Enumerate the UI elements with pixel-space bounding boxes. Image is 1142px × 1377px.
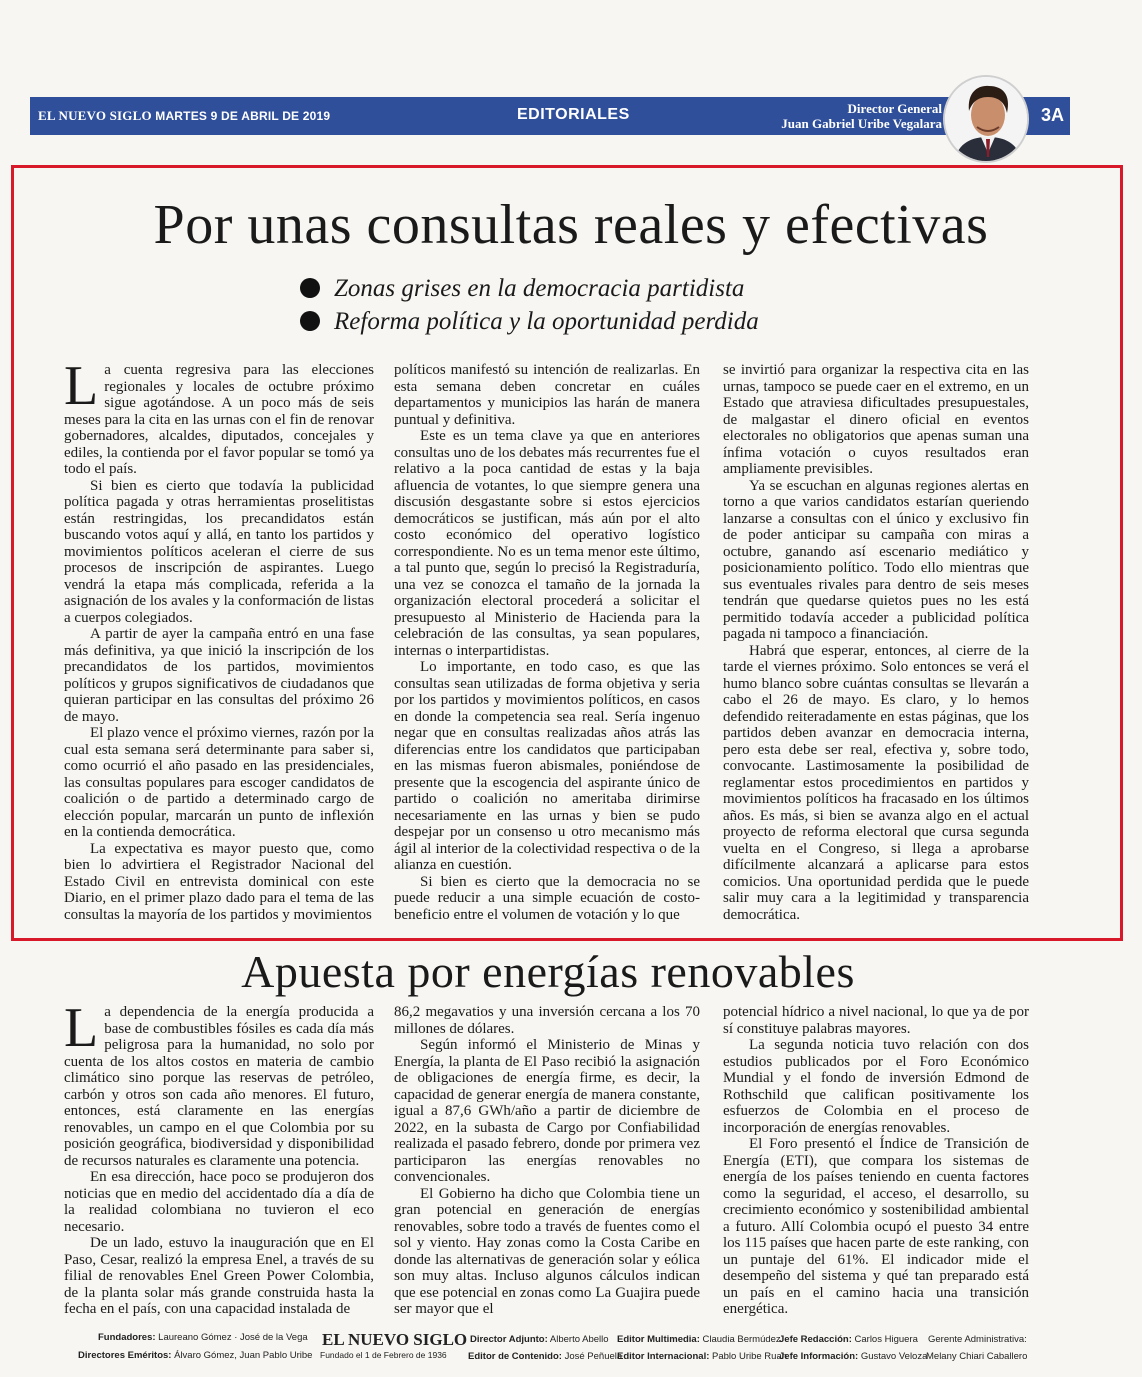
paragraph: Lo importante, en todo caso, es que las consultas sean utilizadas de forma objetiva y seria por los partidos y movimientos políticos, en casos en donde la competencia sea real. Sería ingenuo negar que en consultas realizadas años atrás las diferencias entre los candidatos que participaban en las mismas fueron abismales, poniéndose de presente que la escogencia del aspirante único de partido o coalición no ameritaba dirimirse necesariamente en las urnas y bien se pudo despejar por un consenso u otro mecanismo más ágil al interior de la colectividad respectiva o de la alianza en cuestión.	[394, 659, 700, 873]
editorial2-column-3	[723, 1004, 1029, 1318]
deputy-director-credit: Director Adjunto: Alberto Abello	[470, 1334, 609, 1345]
paragraph: El Gobierno ha dicho que Colombia tiene un gran potencial en generación de energías renovables, sobre todo a través de fuentes como el sol y viento. Hay zonas como la Costa Caribe en donde las alternativas de generación solar y eólica son muy altas. Incluso algunos cálculos indican que ese potencial en zonas como La Guajira puede ser mayor que el	[394, 1185, 700, 1317]
drop-cap: L	[64, 997, 99, 1059]
paragraph: políticos manifestó su intención de realizarlas. En esta semana deben concretar en cuáles departamentos y municipios las harán de manera puntual y definitiva.	[394, 362, 700, 428]
director-portrait	[943, 75, 1029, 163]
paragraph: La segunda noticia tuvo relación con dos estudios publicados por el Foro Económico Mundial y el fondo de inversión Edmond de Rothschild que califican positivamente los esfuerzos de Colombia en el proceso de incorporación de energías renovables.	[723, 1037, 1029, 1136]
director-credit	[781, 101, 942, 131]
paper-name: EL NUEVO SIGLO	[38, 108, 152, 123]
emeritus-credit: Directores Eméritos: Álvaro Gómez, Juan Pablo Uribe	[78, 1350, 313, 1361]
multimedia-editor-credit: Editor Multimedia: Claudia Bermúdez	[617, 1334, 781, 1345]
paragraph: Si bien es cierto que todavía la publicidad política pagada y otras herramientas proselitistas están restringidas, los precandidatos están buscando votos aquí y allá, en tanto los partidos y movimientos políticos aceleran el cierre de sus procesos de inscripción de aspirantes. Luego vendrá la etapa más complicada, referida a la asignación de los avales y la conformación de listas a cuerpos colegiados.	[64, 477, 374, 626]
paragraph: La expectativa es mayor puesto que, como bien lo advirtiera el Registrador Nacional del Estado Civil en entrevista dominical con este Diario, en el primer plazo dado para el tema de las consultas la mayoría de los partidos y movimientos	[64, 840, 374, 923]
paragraph: En esa dirección, hace poco se produjeron dos noticias que en medio del accidentado día a día de la realidad colombiana no tuvieron el eco necesario.	[64, 1169, 374, 1235]
paragraph: El plazo vence el próximo viernes, razón por la cual esta semana será determinante para saber si, como ocurrió el año pasado en las presidenciales, las consultas populares para escoger candidatos de coalición o de partido a determinado cargo de elección popular, marcarán un punto de inflexión en la contienda democrática.	[64, 725, 374, 840]
bullet-dot-icon	[300, 311, 320, 331]
director-role: Director General	[847, 101, 942, 116]
founders-credit: Fundadores: Laureano Gómez · José de la Vega	[98, 1332, 308, 1343]
paragraph: Si bien es cierto que la democracia no se puede reducir a una simple ecuación de costo-beneficio entre el volumen de votación y lo que	[394, 873, 700, 923]
paragraph: A partir de ayer la campaña entró en una fase más definitiva, ya que inició la inscripción de los precandidatos de los partidos, movimientos políticos y grupos significativos de ciudadanos que quieran participar en las consultas del próximo 26 de mayo.	[64, 626, 374, 725]
subtitle-text: Reforma política y la oportunidad perdida	[334, 308, 759, 335]
paragraph: El Foro presentó el Índice de Transición de Energía (ETI), que compara los sistemas de energía de los países teniendo en cuenta factores como la seguridad, el acceso, el desarrollo, su crecimiento económico y sostenibilidad ambiental a futuro. Allí Colombia ocupó el puesto 34 entre los 115 países que hacen parte de este ranking, con un puntaje del 61%. El indicador mide el desempeño del sistema y qué tan preparado está un país en el camino hacia una transición energética.	[723, 1136, 1029, 1317]
editorial-title: Por unas consultas reales y efectivas	[153, 194, 989, 256]
editorial-column-3	[723, 362, 1029, 923]
drop-cap: L	[64, 355, 99, 417]
subtitle-bullet	[300, 308, 759, 336]
section-title: EDITORIALES	[517, 106, 630, 123]
paragraph: Este es un tema clave ya que en anteriores consultas uno de los debates más recurrentes fue el relativo a la poca cantidad de estas y la baja afluencia de votantes, lo que siempre genera una discusión desgastante sobre si estos ejercicios democráticos se justifican, más aún por el alto costo económico del operativo logístico correspondiente. No es un tema menor este último, a tal punto que, según lo precisó la Registraduría, una vez se conozca el tamaño de la jornada la organización electoral procederá a solicitar el presupuesto al Ministerio de Hacienda para la celebración de las consultas, ya sean populares, internas o interpartidistas.	[394, 428, 700, 659]
paper-logo: EL NUEVO SIGLO	[322, 1330, 468, 1349]
bullet-dot-icon	[300, 278, 320, 298]
admin-manager-name: Melany Chiari Caballero	[926, 1351, 1028, 1362]
director-name: Juan Gabriel Uribe Vegalara	[781, 116, 942, 131]
editorial-column-2	[394, 362, 700, 923]
masthead-footer	[0, 1330, 1142, 1370]
editorial-column-1	[64, 355, 374, 923]
page-number: 3A	[1040, 105, 1064, 125]
paragraph: 86,2 megavatios y una inversión cercana a los 70 millones de dólares.	[394, 1004, 700, 1037]
editorial2-column-2	[394, 1004, 700, 1318]
subtitle-text: Zonas grises en la democracia partidista	[334, 275, 745, 302]
newsroom-chief-credit: Jefe Redacción: Carlos Higuera	[779, 1334, 918, 1345]
paragraph: Ya se escuchan en algunas regiones alertas en torno a que varios candidatos estarían queriendo lanzarse a consultas con el único y exclusivo fin de poder anticipar su campaña con miras a octubre, ganando así escenario mediático y posicionamiento político. Todo ello mientras que sus eventuales rivales para dentro de seis meses tendrán que quedarse quietos pues no les está permitido todavía acceder a publicidad política pagada ni tampoco a financiación.	[723, 477, 1029, 642]
paragraph: Habrá que esperar, entonces, al cierre de la tarde el viernes próximo. Solo entonces se verá el humo blanco sobre cuántas consultas se llevarán a cabo el 26 de mayo. Es claro, y lo hemos defendido reiteradamente en estas páginas, que los partidos deben avanzar en democracia interna, pero esta debe ser real, efectiva y, sobre todo, convocante. Lastimosamente la posibilidad de reglamentar estos procedimientos en partidos y movimientos políticos ha fracasado en los últimos años. Es más, si bien se avanza algo en el actual proyecto de reforma electoral que cursa segunda vuelta en el Congreso, si llega a aprobarse difícilmente alcanzará a aplicarse para estos comicios. Una oportunidad perdida que le puede salir muy cara a la legitimidad y transparencia democrática.	[723, 642, 1029, 923]
paragraph: La dependencia de la energía producida a base de combustibles fósiles es cada día más peligrosa para la humanidad, no solo por cuenta de los altos costos en materia de cambio climático sino porque las reservas de petróleo, carbón y otros son cada año menores. El futuro, entonces, está claramente en las energías renovables, un campo en el que Colombia por su posición geográfica, biodiversidad y disponibilidad de recursos naturales es claramente una potencia.	[64, 997, 374, 1169]
header-bar	[30, 97, 1070, 135]
admin-manager-label: Gerente Administrativa:	[928, 1334, 1027, 1345]
paragraph: De un lado, estuvo la inauguración que en El Paso, Cesar, realizó la empresa Enel, a través de su filial de renovables Enel Green Power Colombia, de la planta solar más grande construida hasta la fecha en el país, con una capacidad instalada de	[64, 1235, 374, 1317]
information-chief-credit: Jefe Información: Gustavo Veloza	[779, 1351, 928, 1362]
subtitle-bullet	[300, 275, 744, 303]
editorial-title-2: Apuesta por energías renovables	[241, 946, 855, 997]
paragraph: potencial hídrico a nivel nacional, lo que ya de por sí constituye palabras mayores.	[723, 1004, 1029, 1037]
international-editor-credit: Editor Internacional: Pablo Uribe Ruan	[617, 1351, 788, 1362]
issue-date: MARTES 9 DE ABRIL DE 2019	[155, 109, 331, 123]
paragraph: La cuenta regresiva para las elecciones regionales y locales de octubre próximo sigue agotándose. A un poco más de seis meses para la cita en las urnas con el fin de renovar gobernadores, alcaldes, diputados, concejales y ediles, la contienda por el favor popular se tomó ya todo el país.	[64, 355, 374, 477]
header-left	[38, 108, 330, 124]
content-editor-credit: Editor de Contenido: José Peñuela	[468, 1351, 623, 1362]
editorial2-column-1	[64, 997, 374, 1318]
paragraph: se invirtió para organizar la respectiva cita en las urnas, tampoco se puede caer en el extremo, en un Estado que atraviesa dificultades presupuestales, de malgastar el dinero oficial en eventos electorales no obligatorios que apenas suman una ínfima votación o cuyos resultados eran ampliamente previsibles.	[723, 362, 1029, 477]
founded-tagline: Fundado el 1 de Febrero de 1936	[320, 1350, 447, 1360]
paragraph: Según informó el Ministerio de Minas y Energía, la planta de El Paso recibió la asignación de obligaciones de energía firme, es decir, la capacidad de generar energía de manera constante, igual a 87,6 GWh/año a partir de diciembre de 2022, en la subasta de Cargo por Confiabilidad realizada el pasado febrero, donde por primera vez participaron las energías renovables no convencionales.	[394, 1037, 700, 1185]
